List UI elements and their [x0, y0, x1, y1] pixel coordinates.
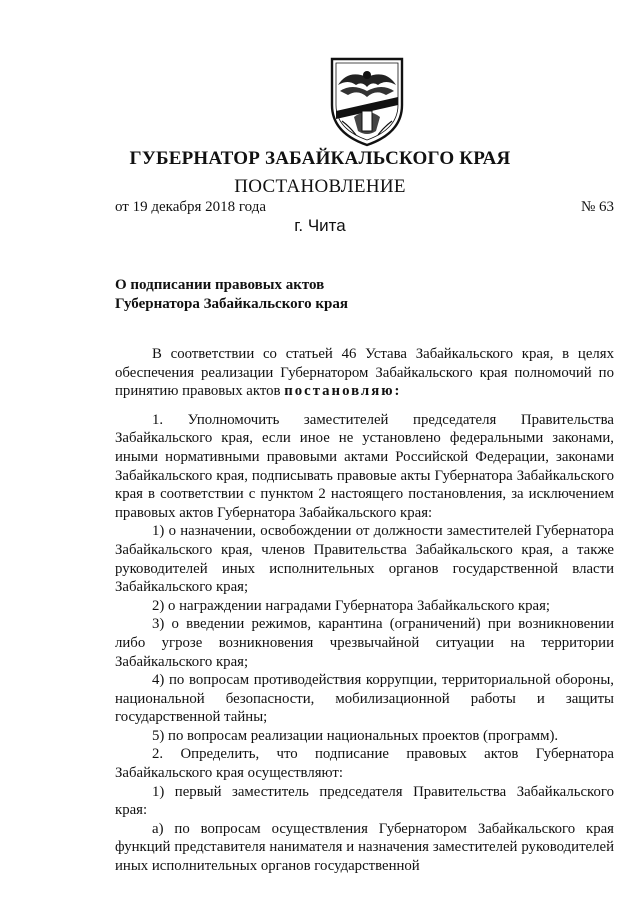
document-date: от 19 декабря 2018 года: [115, 199, 267, 215]
paragraph-1-4: 4) по вопросам противодействия коррупции, территориальной обороны, национальной безопасности, мобилизационной работы и защиты государственной тайны;: [115, 672, 614, 726]
paragraph-2-1a: а) по вопросам осуществления Губернатором Забайкальского края функций представителя нанимателя и назначения заместителей руководителей иных исполнительных органов государственной: [115, 820, 614, 875]
intro-text: В соответствии со статьей 46 Устава Забайкальского края, в целях обеспечения реализации Губернатором Забайкальского края полномочий по принятию правовых актов: [115, 346, 614, 400]
intro-resolve: постановляю:: [284, 383, 402, 400]
paragraph-1-1: 1) о назначении, освобождении от должности заместителей Губернатора Забайкальского края, членов Правительства Забайкальского края, а также руководителей иных исполнительных органов государственной власти Забайкальского края;: [115, 523, 614, 596]
document-heading: [115, 276, 348, 314]
document-body: [115, 345, 614, 876]
paragraph-1-5: 5) по вопросам реализации национальных проектов (программ).: [152, 727, 559, 744]
document-city: г. Чита: [294, 216, 346, 235]
heading-line-2: Губернатора Забайкальского края: [115, 296, 348, 312]
document-title: ГУБЕРНАТОР ЗАБАЙКАЛЬСКОГО КРАЯ: [129, 148, 511, 169]
paragraph-2: 2. Определить, что подписание правовых актов Губернатора Забайкальского края осуществляют:: [115, 746, 614, 782]
heading-line-1: О подписании правовых актов: [115, 277, 325, 293]
coat-of-arms-icon: [326, 55, 408, 147]
intro-paragraph: [115, 345, 614, 401]
paragraph-2-1: 1) первый заместитель председателя Правительства Забайкальского края:: [115, 783, 614, 819]
paragraph-1-2: 2) о награждении наградами Губернатора Забайкальского края;: [152, 597, 551, 614]
document-type: ПОСТАНОВЛЕНИЕ: [234, 176, 406, 197]
paragraph-1: 1. Уполномочить заместителей председателя Правительства Забайкальского края, если иное не установлено федеральными законами, иными нормативными правовыми актами Российской Федерации, законами Забайкальского края, подписывать правовые акты Губернатора Забайкальского края в соответствии с пунктом 2 настоящего постановления, за исключением правовых актов Губернатора Забайкальского края:: [115, 411, 614, 521]
document-number: № 63: [580, 199, 614, 215]
paragraph-1-3: 3) о введении режимов, карантина (ограничений) при возникновении либо угрозе возникновения чрезвычайной ситуации на территории Забайкальского края;: [115, 616, 614, 670]
